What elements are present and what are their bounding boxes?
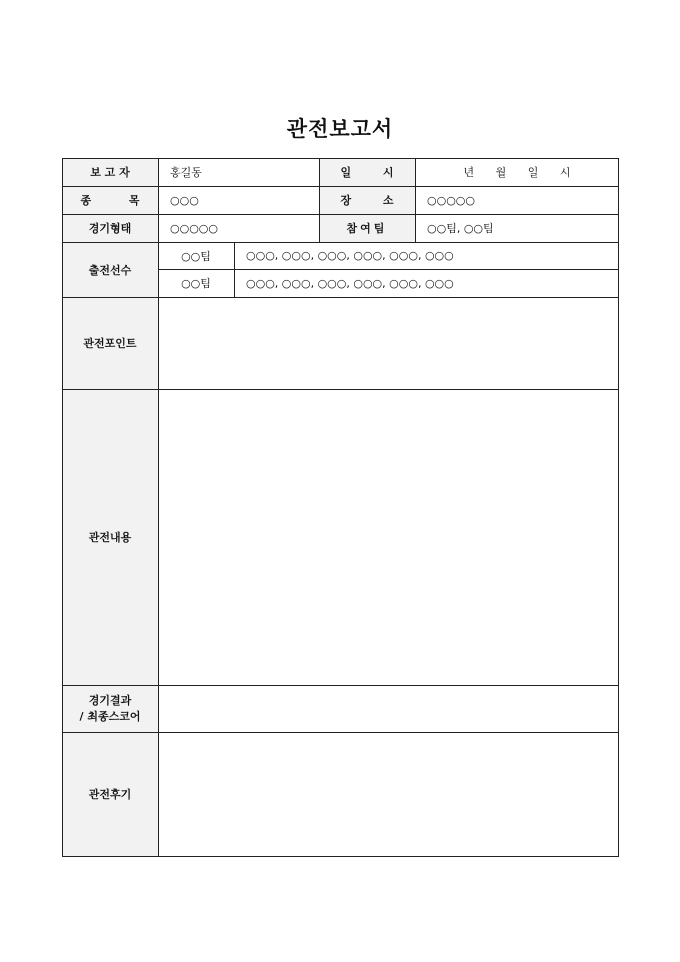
- players-team-1[interactable]: ○○팀: [181, 249, 211, 263]
- datetime-field[interactable]: 년 월 일 시: [463, 166, 571, 179]
- table-border-left: [62, 158, 63, 857]
- event-field[interactable]: ○○○: [170, 193, 199, 207]
- format-label: 경기형태: [62, 214, 158, 242]
- row-divider: [62, 732, 619, 733]
- review-label: 관전후기: [62, 732, 158, 856]
- content-field[interactable]: [158, 389, 619, 685]
- teams-field[interactable]: ○○팀, ○○팀: [427, 222, 494, 235]
- document-title: 관전보고서: [286, 117, 394, 141]
- venue-label: 장 소: [319, 186, 415, 214]
- column-divider: [234, 242, 235, 297]
- event-label: 종 목: [62, 186, 158, 214]
- row-divider: [158, 269, 619, 270]
- players-team-2[interactable]: ○○팀: [181, 277, 211, 290]
- players-label: 출전선수: [62, 242, 158, 297]
- table-border-top: [62, 158, 619, 159]
- row-divider: [62, 685, 619, 686]
- players-names-1[interactable]: ○○○, ○○○, ○○○, ○○○, ○○○, ○○○: [246, 249, 454, 262]
- row-divider: [62, 297, 619, 298]
- table-border-bottom: [62, 856, 619, 857]
- column-divider: [319, 158, 320, 242]
- datetime-label: 일 시: [319, 158, 415, 186]
- row-divider: [62, 242, 619, 243]
- venue-field[interactable]: ○○○○○: [427, 193, 475, 207]
- points-field[interactable]: [158, 297, 619, 389]
- column-divider: [415, 158, 416, 242]
- result-label-line2: / 최종스코어: [79, 709, 141, 723]
- reporter-field[interactable]: 홍길동: [170, 166, 202, 179]
- result-label-line1: 경기결과: [88, 693, 132, 707]
- players-names-2[interactable]: ○○○, ○○○, ○○○, ○○○, ○○○, ○○○: [246, 276, 454, 290]
- result-label: [62, 685, 158, 732]
- row-divider: [62, 214, 619, 215]
- teams-label: 참여팀: [319, 214, 415, 242]
- result-field[interactable]: [158, 685, 619, 732]
- table-border-right: [618, 158, 619, 857]
- format-field[interactable]: ○○○○○: [170, 221, 218, 235]
- points-label: 관전포인트: [62, 297, 158, 389]
- review-field[interactable]: [158, 732, 619, 856]
- row-divider: [62, 186, 619, 187]
- reporter-label: 보 고 자: [62, 158, 158, 186]
- content-label: 관전내용: [62, 389, 158, 685]
- row-divider: [62, 389, 619, 390]
- column-divider: [158, 158, 159, 857]
